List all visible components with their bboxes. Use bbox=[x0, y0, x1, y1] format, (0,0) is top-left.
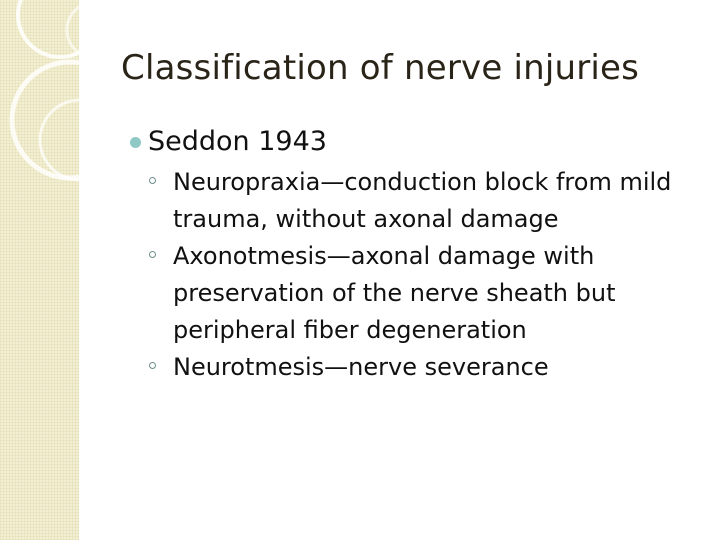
sub-bullet-list bbox=[130, 164, 700, 386]
slide-body bbox=[130, 122, 700, 386]
ring-bullet-icon bbox=[149, 251, 156, 258]
bullet-item bbox=[130, 122, 700, 162]
bullet-dot-icon bbox=[130, 137, 141, 148]
sub-bullet-item bbox=[173, 238, 700, 349]
decorative-side-band bbox=[0, 0, 79, 540]
sub-bullet-text: Axonotmesis—axonal damage with preservation of the nerve sheath but peripheral fiber degeneration bbox=[173, 242, 616, 344]
ring-bullet-icon bbox=[149, 177, 156, 184]
sub-bullet-item bbox=[173, 349, 700, 386]
bullet-text: Seddon 1943 bbox=[148, 126, 327, 157]
decorative-circles-icon bbox=[0, 0, 79, 540]
slide-title: Classification of nerve injuries bbox=[121, 48, 640, 88]
ring-bullet-icon bbox=[149, 362, 156, 369]
sub-bullet-text: Neuropraxia—conduction block from mild trauma, without axonal damage bbox=[173, 168, 672, 233]
sub-bullet-text: Neurotmesis—nerve severance bbox=[173, 353, 549, 381]
sub-bullet-item bbox=[173, 164, 700, 238]
